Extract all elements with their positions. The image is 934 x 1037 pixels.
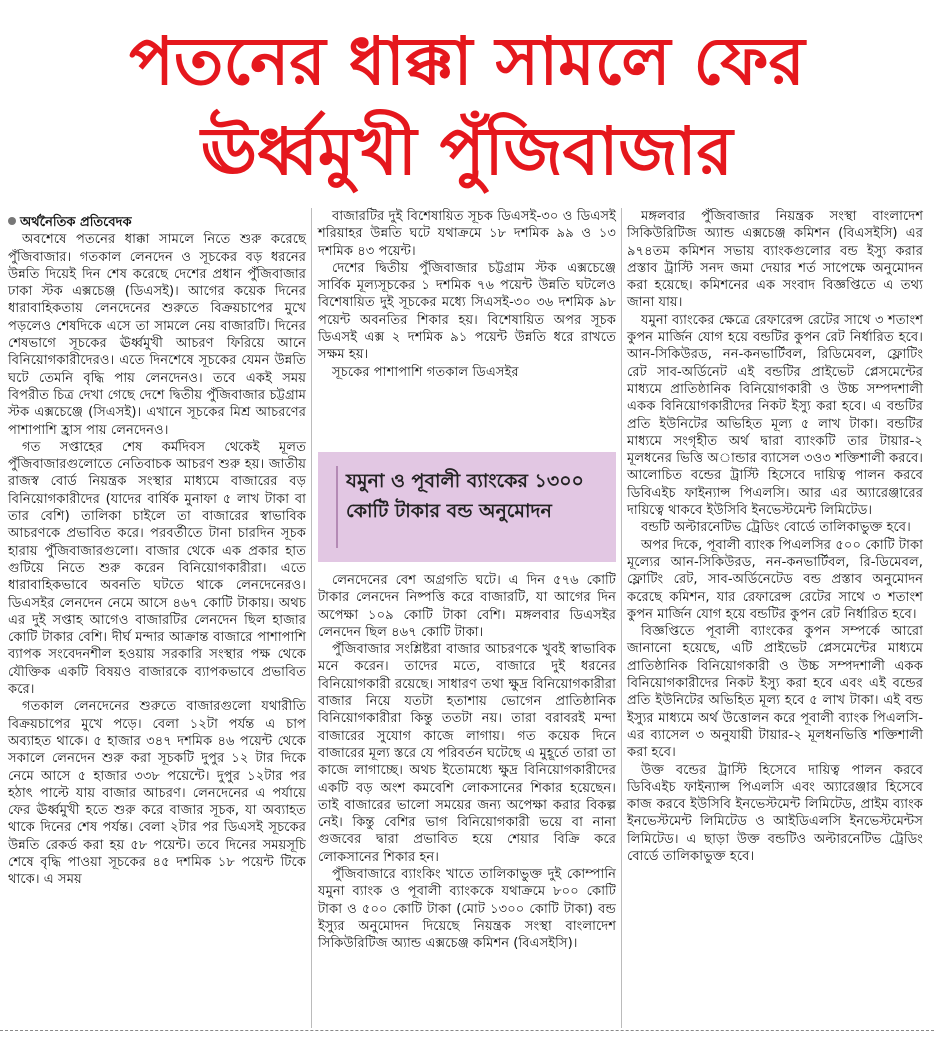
- paragraph: বিজ্ঞপ্তিতে পূবালী ব্যাংকের কুপন সম্পর্কে আরো জানানো হয়েছে, এটি প্রাইভেট প্লেসমেন্টের মাধ্যমে প্রাতিষ্ঠানিক বিনিয়োগকারী ও উচ্চ সম্পদশালী একক বিনিয়োগকারীদের নিকট ইস্যু করা হবে এবং এই বন্ডের প্রতি ইউনিটের অভিহিত মূল্য হবে ৫ লাখ টাকা। এই বন্ড ইস্যুর মাধ্যমে অর্থ উত্তোলন করে পূবালী ব্যাংক পিএলসি-এর ব্যাসেল ৩ অনুযায়ী টায়ার-২ মূলধনভিত্তি শক্তিশালী করা হবে।: [627, 624, 923, 761]
- paragraph: অবশেষে পতনের ধাক্কা সামলে নিতে শুরু করেছে পুঁজিবাজার। গতকাল লেনদেন ও সূচকের বড় ধরনের উন্নতি দিয়েই দিন শেষ করেছে দেশের প্রধান পুঁজিবাজার ঢাকা স্টক এক্সচেঞ্জ (ডিএসই)। আগের কয়েক দিনের ধারাবাহিকতায় লেনদেনের শুরুতে বিক্রয়চাপের মুখে পড়লেও শেষদিকে এসে তা সামলে নেয় বাজারটি। দিনের শেষভাগে সূচকের ঊর্ধ্বমুখী আচরণ ফিরিয়ে আনে বিনিয়োগকারীদেরও। এতে দিনশেষে সূচকের যেমন উন্নতি ঘটে তেমনি বৃদ্ধি পায় লেনদেনও। তবে একই সময় বিপরীত চিত্র দেখা গেছে দেশে দ্বিতীয় পুঁজিবাজার চট্টগ্রাম স্টক এক্সচেঞ্জে (সিএসই)। এখানে সূচকের মিশ্র আচরণের পাশাপাশি হ্রাস পায় লেনদেনও।: [8, 232, 306, 438]
- byline-text: অর্থনৈতিক প্রতিবেদক: [20, 215, 132, 230]
- paragraph: বাজারটির দুই বিশেষায়িত সূচক ডিএসই-৩০ ও ডিএসই শরিয়াহর উন্নতি ঘটে যথাক্রমে ১৮ দশমিক ৯৯ ও ১৩ দশমিক ৪৩ পয়েন্ট।: [318, 209, 616, 259]
- column-3: [627, 208, 923, 865]
- paragraph: পুঁজিবাজারে ব্যাংকিং খাতে তালিকাভুক্ত দুই কোম্পানি যমুনা ব্যাংক ও পূবালী ব্যাংককে যথাক্রমে ৮০০ কোটি টাকা ও ৫০০ কোটি টাকা (মোট ১৩০০ কোটি টাকা) বন্ড ইস্যুর অনুমোদন দিয়েছে নিয়ন্ত্রক সংস্থা বাংলাদেশ সিকিউরিটিজ অ্যান্ড এক্সচেঞ্জ কমিশন (বিএসইসি)।: [318, 867, 616, 952]
- paragraph: উক্ত বন্ডের ট্রাস্টি হিসেবে দায়িত্ব পালন করবে ডিবিএইচ ফাইন্যান্স পিএলসি এবং অ্যারেঞ্জার হিসেবে কাজ করবে ইউসিবি ইনভেস্টমেন্ট লিমিটেড, প্রাইম ব্যাংক ইনভেস্টমেন্ট লিমিটেড ও আইডিএলসি ইনভেস্টমেন্টস লিমিটেড। এ ছাড়া উক্ত বন্ডটিও অল্টারনেটিভ ট্রেডিং বোর্ডে তালিকাভুক্ত হবে।: [627, 762, 923, 864]
- paragraph: মঙ্গলবার পুঁজিবাজার নিয়ন্ত্রক সংস্থা বাংলাদেশ সিকিউরিটিজ অ্যান্ড এক্সচেঞ্জ কমিশন (বিএসইসি) এর ৯৭৪তম কমিশন সভায় ব্যাংকগুলোর বন্ড ইস্যু করার প্রস্তাব ট্রাস্টি সনদ জমা দেয়ার শর্ত সাপেক্ষে অনুমোদন করা হয়েছে। কমিশনের এক সংবাদ বিজ্ঞপ্তিতে এ তথ্য জানা যায়।: [627, 209, 923, 311]
- pullquote-box: [318, 452, 616, 562]
- paragraph: বন্ডটি অল্টারনেটিভ ট্রেডিং বোর্ডে তালিকাভুক্ত হবে।: [641, 520, 911, 536]
- paragraph: গতকাল লেনদেনের শুরুতে বাজারগুলো যথারীতি বিক্রয়চাপের মুখে পড়ে। বেলা ১২টা পর্যন্ত এ চাপ অব্যাহত থাকে। ৫ হাজার ৩৪৭ দশমিক ৪৬ পয়েন্ট থেকে সকালে লেনদেন শুরু করা সূচকটি দুপুর ১২ টার দিকে নেমে আসে ৫ হাজার ৩৩৮ পয়েন্টে। দুপুর ১২টার পর হঠাৎ পাল্টে যায় বাজার আচরণ। লেনদেনের এ পর্যায়ে ফের ঊর্ধ্বমুখী হতে শুরু করে বাজার সূচক, যা অব্যাহত থাকে দিনের শেষ পর্যন্ত। বেলা ২টার পর ডিএসই সূচকের উন্নতি রেকর্ড করা হয় ৫৮ পয়েন্ট। তবে দিনের সময়সূচি শেষে বৃদ্ধি পাওয়া সূচকের ৪৫ দশমিক ১৮ পয়েন্ট টিকে থাকে। এ সময়: [8, 699, 306, 888]
- headline-line-1: পতনের ধাক্কা সামলে ফের: [129, 23, 805, 100]
- paragraph: যমুনা ব্যাংকের ক্ষেত্রে রেফারেন্স রেটের সাথে ৩ শতাংশ কুপন মার্জিন যোগ হয়ে বন্ডটির কুপন রেট নির্ধারিত হবে। আন-সিকিউরড, নন-কনভার্টিবল, রিডিমেবল, ফ্লোটিং রেট সাব-অর্ডিনেট এই বন্ডটির প্রাইভেট প্লেসমেন্টের মাধ্যমে প্রাতিষ্ঠানিক বিনিয়োগকারী ও উচ্চ সম্পদশালী একক বিনিয়োগকারীদের নিকট ইস্যু করা হবে। এ বন্ডটির প্রতি ইউনিটের অভিহিত মূল্য ৫ লাখ টাকা। বন্ডটির মাধ্যমে সংগৃহীত অর্থ দ্বারা ব্যাংকটি তার টায়ার-২ মূলধনের ভিত্তি অান্ডার ব্যাসেল ৩ও৩ শক্তিশালী করবে। আলোচিত বন্ডের ট্রাস্টি হিসেবে দায়িত্ব পালন করবে ডিবিএইচ ফাইন্যান্স পিএলসি। আর এর অ্যারেঞ্জারের দায়িত্বে থাকবে ইউসিবি ইনভেস্টমেন্ট লিমিটেড।: [627, 312, 923, 519]
- paragraph: দেশের দ্বিতীয় পুঁজিবাজার চট্টগ্রাম স্টক এক্সচেঞ্জে সার্বিক মূল্যসূচকের ১ দশমিক ৭৬ পয়েন্ট উন্নতি ঘটলেও বিশেষায়িত দুই সূচকের মধ্যে সিএসই-৩০ ৩৬ দশমিক ৯৮ পয়েন্ট অবনতির শিকার হয়। বিশেষায়িত অপর সূচক ডিএসই এক্স ২ দশমিক ৯১ পয়েন্ট উন্নতি ধরে রাখতে সক্ষম হয়।: [318, 260, 616, 363]
- column-2-top: [318, 208, 616, 381]
- column-1: [8, 214, 306, 889]
- column-divider: [311, 208, 312, 1028]
- paragraph: গত সপ্তাহের শেষ কর্মদিবস থেকেই মূলত পুঁজিবাজারগুলোতে নেতিবাচক আচরণ শুরু হয়। জাতীয় রাজস্ব বোর্ড নিয়ন্ত্রক সংস্থার মাধ্যমে বাজারের বড় বিনিয়োগকারীদের (যাদের বার্ষিক মুনাফা ৫ লাখ টাকা বা তার বেশি) তালিকা চাইলে তা বাজারের স্বাভাবিক আচরণকে প্রভাবিত করে। পরবর্তীতে টানা চারদিন সূচক হারায় পুঁজিবাজারগুলো। বাজার থেকে এক প্রকার হাত গুটিয়ে নিতে শুরু করেন বিনিয়োগকারীরা। এতে ধারাবাহিকভাবে অবনতি ঘটতে থাকে লেনদেনেরও। ডিএসইর লেনদেন নেমে আসে ৪৬৭ কোটি টাকায়। অথচ এর দুই সপ্তাহ আগেও বাজারটির লেনদেন ছিল হাজার কোটি টাকার বেশি। দীর্ঘ মন্দার আক্রান্ত বাজারে পাশাপাশি ব্যাপক সংবেদনশীল হওয়ায় সরকারি সংস্থার পক্ষ থেকে যৌক্তিক একটি বিষয়ও বাজারকে ব্যাপকভাবে প্রভাবিত করে।: [8, 439, 306, 698]
- column-2-bottom: [318, 572, 616, 953]
- paragraph: পুঁজিবাজার সংশ্লিষ্টরা বাজার আচরণকে খুবই স্বাভাবিক মনে করেন। তাদের মতে, বাজারে দুই ধরনের বিনিয়োগকারী রয়েছে। সাধারণ তথা ক্ষুদ্র বিনিয়োগকারীরা বাজার নিয়ে যতটা হতাশায় ভোগেন প্রাতিষ্ঠানিক বিনিয়োগকারীরা কিন্তু ততটা নয়। তারা বরাবরই মন্দা বাজারের সুযোগ কাজে লাগায়। গত কয়েক দিনে বাজারের মূল্য স্তরে যে পরিবর্তন ঘটেছে এ মুহূর্তে তারা তা কাজে লাগাচ্ছে। অথচ ইতোমধ্যে ক্ষুদ্র বিনিয়োগকারীদের একটি বড় অংশ কমবেশি লোকসানের শিকার হয়েছেন। তাই বাজারের ভালো সময়ের জন্য অপেক্ষা করার বিকল্প নেই। কিন্তু বেশির ভাগ বিনিয়োগকারী ভয়ে বা নানা গুজবের দ্বারা প্রভাবিত হয়ে শেয়ার বিক্রি করে লোকসানের শিকার হন।: [318, 642, 616, 865]
- byline: [8, 214, 306, 231]
- paragraph: অপর দিকে, পূবালী ব্যাংক পিএলসির ৫০০ কোটি টাকা মূল্যের আন-সিকিউরড, নন-কনভার্টিবল, রি-ডিমেবল, ফ্লোটিং রেট, সাব-অর্ডিনেটেড বন্ড প্রস্তাব অনুমোদন করেছে কমিশন, যার রেফারেন্স রেটের সাথে ৩ শতাংশ কুপন মার্জিন যোগ হয়ে বন্ডটির কুপন রেট নির্ধারিত হবে।: [627, 537, 923, 622]
- paragraph: লেনদেনের বেশ অগ্রগতি ঘটে। এ দিন ৫৭৬ কোটি টাকার লেনদেন নিষ্পত্তি করে বাজারটি, যা আগের দিন অপেক্ষা ১০৯ কোটি টাকা বেশি। মঙ্গলবার ডিএসইর লেনদেন ছিল ৪৬৭ কোটি টাকা।: [318, 573, 616, 640]
- bottom-dashed-rule: [0, 1030, 934, 1031]
- pullquote-text: যমুনা ও পূবালী ব্যাংকের ১৩০০ কোটি টাকার বন্ড অনুমোদন: [336, 466, 598, 548]
- paragraph: সূচকের পাশাপাশি গতকাল ডিএসইর: [332, 364, 519, 380]
- bullet-icon: [8, 217, 16, 225]
- headline-line-2: ঊর্ধ্বমুখী পুঁজিবাজার: [201, 113, 733, 190]
- column-divider: [621, 208, 622, 1028]
- article-body: [0, 208, 934, 1028]
